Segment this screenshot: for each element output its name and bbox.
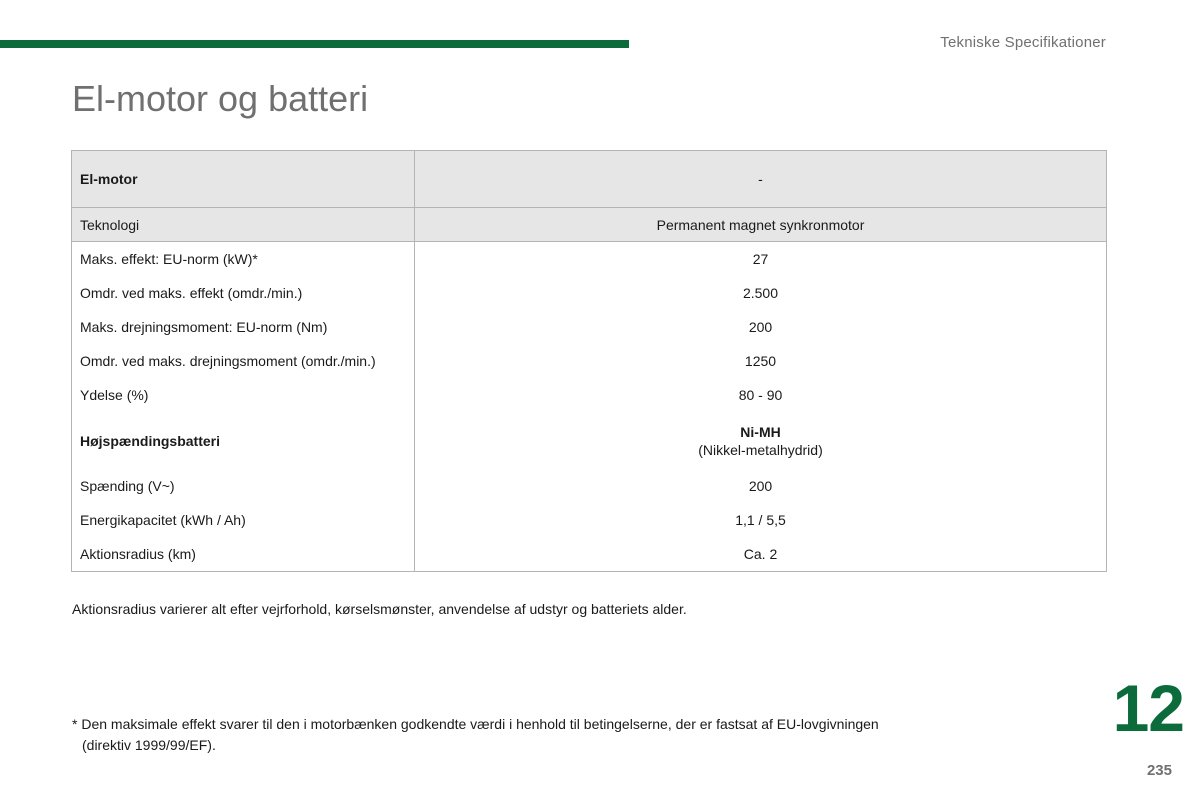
chapter-number: 12 bbox=[1112, 671, 1184, 745]
row-value: 2.500 bbox=[415, 276, 1107, 310]
table-row bbox=[72, 503, 1107, 537]
row-label: Maks. drejningsmoment: EU-norm (Nm) bbox=[72, 310, 415, 344]
battery-type-description: (Nikkel-metalhydrid) bbox=[698, 441, 823, 458]
row-value: 200 bbox=[415, 310, 1107, 344]
table-header-row bbox=[72, 151, 1107, 208]
row-label: Maks. effekt: EU-norm (kW)* bbox=[72, 242, 415, 277]
spec-table bbox=[71, 150, 1107, 572]
row-value: 27 bbox=[415, 242, 1107, 277]
row-label: Aktionsradius (km) bbox=[72, 537, 415, 572]
row-label: Omdr. ved maks. effekt (omdr./min.) bbox=[72, 276, 415, 310]
row-label: Ydelse (%) bbox=[72, 378, 415, 412]
row-label: Energikapacitet (kWh / Ah) bbox=[72, 503, 415, 537]
table-row bbox=[72, 344, 1107, 378]
battery-type: Ni-MH bbox=[740, 423, 781, 440]
table-row bbox=[72, 276, 1107, 310]
table-header-value: - bbox=[415, 151, 1107, 208]
table-row bbox=[72, 537, 1107, 572]
table-subheader-label: Teknologi bbox=[72, 208, 415, 242]
row-value: Ca. 2 bbox=[415, 537, 1107, 572]
table-row bbox=[72, 378, 1107, 412]
footnote-line: (direktiv 1999/99/EF). bbox=[82, 737, 216, 753]
table-row bbox=[72, 310, 1107, 344]
row-label: Højspændingsbatteri bbox=[72, 412, 415, 469]
range-note: Aktionsradius varierer alt efter vejrforhold, kørselsmønster, anvendelse af udstyr og batteriets alder. bbox=[72, 601, 687, 617]
table-header-label: El-motor bbox=[72, 151, 415, 208]
page-number: 235 bbox=[1146, 762, 1172, 779]
header-accent-bar bbox=[0, 40, 629, 48]
row-value bbox=[415, 412, 1107, 469]
footnote bbox=[72, 714, 992, 756]
row-label: Omdr. ved maks. drejningsmoment (omdr./min.) bbox=[72, 344, 415, 378]
section-header: Tekniske Specifikationer bbox=[940, 34, 1106, 51]
table-row bbox=[72, 469, 1107, 503]
table-subheader-value: Permanent magnet synkronmotor bbox=[415, 208, 1107, 242]
footnote-line: * Den maksimale effekt svarer til den i motorbænken godkendte værdi i henhold til betingelserne, der er fastsat af EU-lovgivningen bbox=[72, 716, 879, 732]
table-row bbox=[72, 412, 1107, 469]
row-value: 1250 bbox=[415, 344, 1107, 378]
row-label: Spænding (V~) bbox=[72, 469, 415, 503]
row-value: 1,1 / 5,5 bbox=[415, 503, 1107, 537]
table-subheader-row bbox=[72, 208, 1107, 242]
row-value: 200 bbox=[415, 469, 1107, 503]
page-title: El-motor og batteri bbox=[72, 78, 369, 119]
table-row bbox=[72, 242, 1107, 277]
row-value: 80 - 90 bbox=[415, 378, 1107, 412]
